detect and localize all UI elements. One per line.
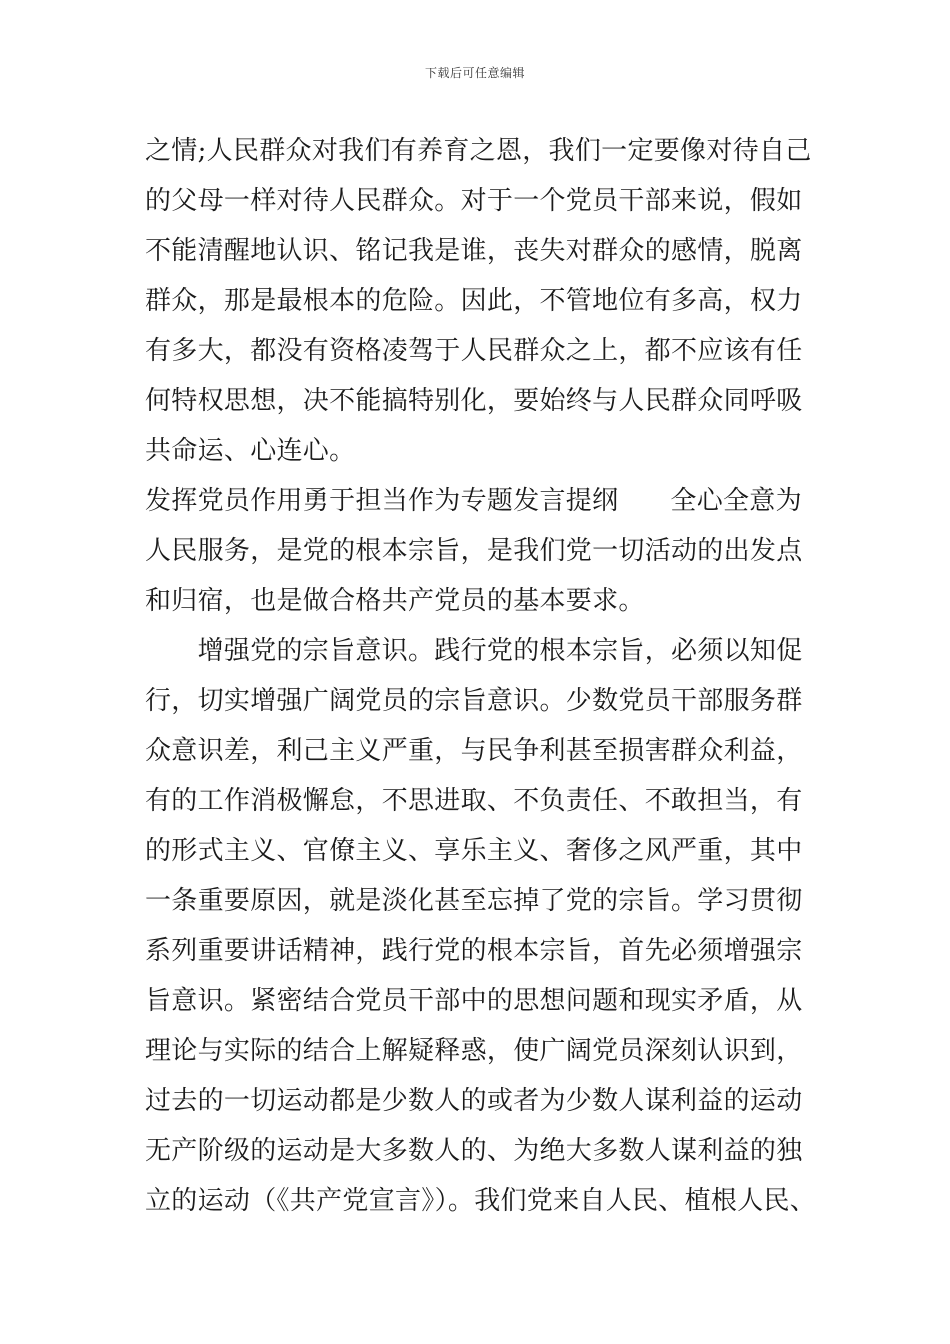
text-line: 的形式主义、官僚主义、享乐主义、奢侈之风严重，其中 bbox=[145, 836, 803, 866]
text-line: 系列重要讲话精神，践行党的根本宗旨，首先必须增强宗 bbox=[145, 936, 803, 966]
text-line: 一条重要原因，就是淡化甚至忘掉了党的宗旨。学习贯彻 bbox=[145, 886, 803, 916]
document-body bbox=[145, 126, 845, 1226]
text-line: 群众，那是最根本的危险。因此，不管地位有多高，权力 bbox=[145, 286, 803, 316]
text-line: 何特权思想，决不能搞特别化，要始终与人民群众同呼吸 bbox=[145, 386, 803, 416]
paragraph-start: 全心全意为 bbox=[670, 486, 802, 516]
page-header: 下载后可任意编辑 bbox=[424, 66, 525, 80]
text-line: 增强党的宗旨意识。践行党的根本宗旨，必须以知促 bbox=[145, 636, 803, 666]
text-line: 和归宿，也是做合格共产党员的基本要求。 bbox=[145, 586, 645, 616]
section-title-line bbox=[145, 476, 845, 526]
text-line: 不能清醒地认识、铭记我是谁，丧失对群众的感情，脱离 bbox=[145, 236, 803, 266]
text-line: 旨意识。紧密结合党员干部中的思想问题和现实矛盾，从 bbox=[145, 986, 803, 1016]
text-line: 的父母一样对待人民群众。对于一个党员干部来说，假如 bbox=[145, 186, 803, 216]
text-line: 理论与实际的结合上解疑释惑，使广阔党员深刻认识到， bbox=[145, 1036, 803, 1066]
text-line: 众意识差，利己主义严重，与民争利甚至损害群众利益， bbox=[145, 736, 803, 766]
text-line: 过去的一切运动都是少数人的或者为少数人谋利益的运动 bbox=[145, 1086, 803, 1116]
text-line: 无产阶级的运动是大多数人的、为绝大多数人谋利益的独 bbox=[145, 1136, 803, 1166]
text-line: 之情;人民群众对我们有养育之恩，我们一定要像对待自己 bbox=[145, 136, 812, 166]
section-title: 发挥党员作用勇于担当作为专题发言提纲 bbox=[145, 486, 619, 516]
text-line: 有的工作消极懈怠，不思进取、不负责任、不敢担当，有 bbox=[145, 786, 803, 816]
text-line: 共命运、心连心。 bbox=[145, 436, 356, 466]
text-line: 行，切实增强广阔党员的宗旨意识。少数党员干部服务群 bbox=[145, 686, 803, 716]
text-line: 人民服务，是党的根本宗旨，是我们党一切活动的出发点 bbox=[145, 536, 803, 566]
text-line: 立的运动（《共产党宣言》）。我们党来自人民、植根人民、 bbox=[145, 1186, 817, 1216]
text-line: 有多大，都没有资格凌驾于人民群众之上，都不应该有任 bbox=[145, 336, 803, 366]
